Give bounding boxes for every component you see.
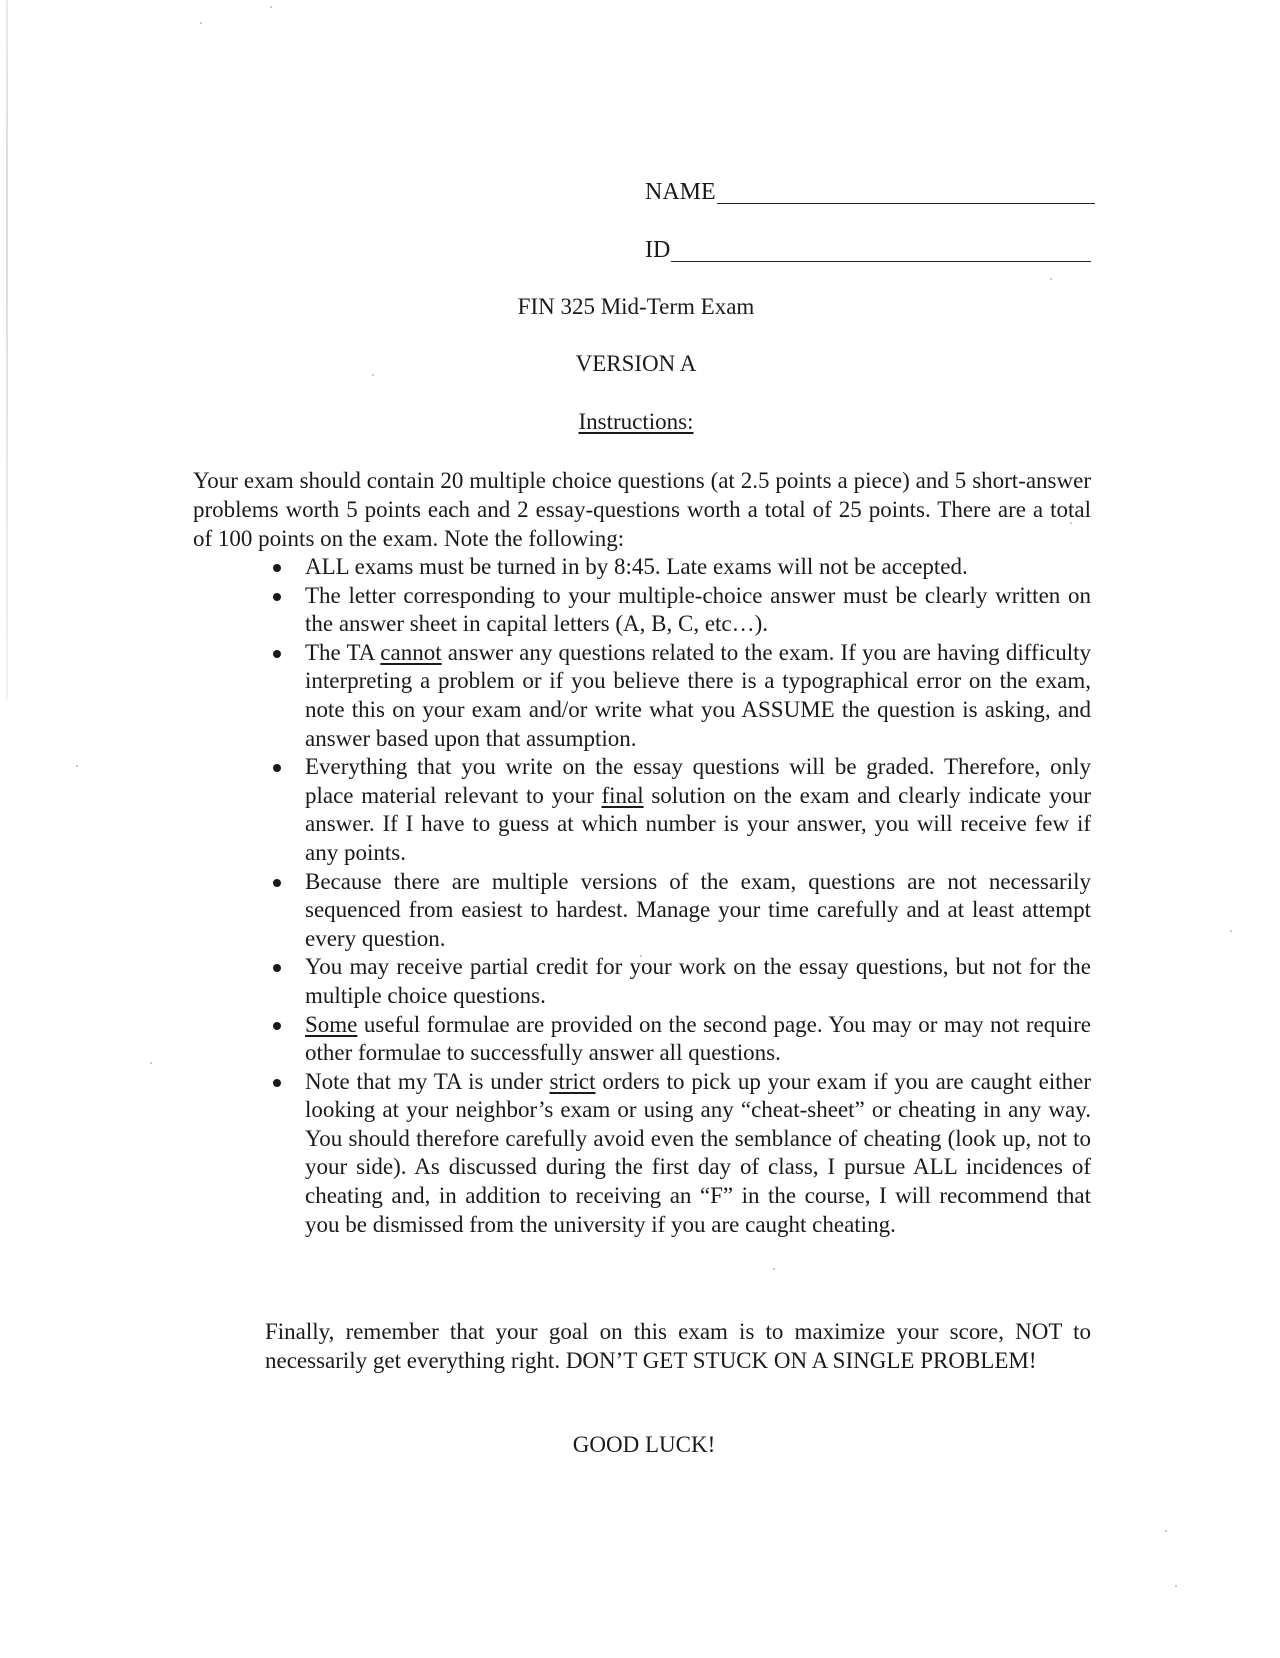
instruction-emphasis: cannot — [380, 639, 442, 665]
instruction-item — [305, 639, 1091, 753]
instruction-list — [305, 553, 1091, 1239]
instruction-item — [305, 1068, 1091, 1240]
bullet-icon — [273, 964, 281, 972]
instruction-text-pre: Note that my TA is under — [305, 1068, 550, 1094]
scan-speck — [200, 22, 202, 24]
instruction-text: Because there are multiple versions of the exam, questions are not necessarily sequenced from easiest to hardest. Manage your time carefully and at least attempt every question. — [305, 868, 1091, 951]
instruction-emphasis: Some — [305, 1011, 358, 1037]
bullet-icon — [273, 1022, 281, 1030]
scan-speck — [1230, 930, 1232, 932]
instruction-text-pre: Everything that you write on the essay questions will be graded. Therefore, only place material relevant to your — [305, 754, 1091, 808]
bullet-icon — [273, 1079, 281, 1087]
closing-paragraph: Finally, remember that your goal on this exam is to maximize your score, NOT to necessarily get everything right. DON’T GET STUCK ON A SINGLE PROBLEM! — [265, 1319, 1091, 1373]
bullet-icon — [273, 764, 281, 772]
scan-speck — [1050, 278, 1052, 280]
course-title: FIN 325 Mid-Term Exam — [517, 294, 755, 319]
instruction-text-post: orders to pick up your exam if you are caught either looking at your neighbor’s exam or using any “cheat-sheet” or cheating in any way. You should therefore carefully avoid even the semblance of cheating (look up, not to your side). As discussed during the first day of class, I pursue ALL incidences of cheating and, in addition to receiving an “F” in the course, I will recommend that you be dismissed from the university if you are caught cheating. — [305, 1068, 1091, 1237]
intro-paragraph: Your exam should contain 20 multiple choice questions (at 2.5 points a piece) and 5 short-answer problems worth 5 points each and 2 essay-questions worth a total of 25 points. There are a total of 100 points on the exam. Note the following: — [193, 468, 1091, 551]
instruction-text-pre: The TA — [305, 639, 381, 665]
sign-off: GOOD LUCK! — [572, 1432, 716, 1457]
id-blank-line[interactable] — [671, 239, 1091, 262]
instructions-heading-text: Instructions: — [578, 409, 694, 434]
bullet-icon — [273, 879, 281, 887]
name-field[interactable] — [645, 180, 1095, 204]
instruction-text-post: solution on the exam and clearly indicate your answer. If I have to guess at which number is your answer, you will receive few if any points. — [305, 782, 1091, 865]
instruction-item — [305, 753, 1091, 867]
scan-edge-artifact — [6, 0, 8, 700]
scan-speck — [1175, 1585, 1177, 1587]
instruction-text: ALL exams must be turned in by 8:45. Late exams will not be accepted. — [305, 554, 968, 579]
instruction-text-post: useful formulae are provided on the second page. You may or may not require other formulae to successfully answer all questions. — [305, 1011, 1091, 1066]
bullet-icon — [273, 650, 281, 658]
scan-speck — [150, 1062, 152, 1064]
instruction-text: The letter corresponding to your multiple-choice answer must be clearly written on the answer sheet in capital letters (A, B, C, etc…). — [305, 582, 1091, 637]
scan-speck — [773, 1268, 775, 1270]
instruction-emphasis: final — [601, 782, 644, 808]
scan-speck — [76, 765, 78, 767]
instructions-heading — [0, 409, 1276, 435]
instruction-item — [305, 553, 1091, 582]
instruction-text: You may receive partial credit for your work on the essay questions, but not for the multiple choice questions. — [305, 954, 1091, 1008]
exam-version: VERSION A — [575, 351, 697, 376]
instruction-text-post: answer any questions related to the exam. If you are having difficulty interpreting a problem or if you believe there is a typographical error on the exam, note this on your exam and/or write what you ASSUME the question is asking, and answer based upon that assumption. — [305, 639, 1092, 751]
id-label: ID — [645, 237, 671, 263]
instruction-item — [305, 868, 1091, 954]
instruction-item — [305, 1011, 1091, 1068]
instruction-item — [305, 582, 1091, 639]
instruction-emphasis: strict — [549, 1068, 596, 1094]
name-label: NAME — [645, 179, 716, 205]
instruction-item — [305, 953, 1091, 1010]
bullet-icon — [273, 564, 281, 572]
id-field[interactable] — [645, 238, 1091, 262]
bullet-icon — [273, 593, 281, 601]
scan-speck — [1165, 1530, 1167, 1532]
scan-speck — [270, 6, 272, 8]
name-blank-line[interactable] — [717, 181, 1095, 204]
